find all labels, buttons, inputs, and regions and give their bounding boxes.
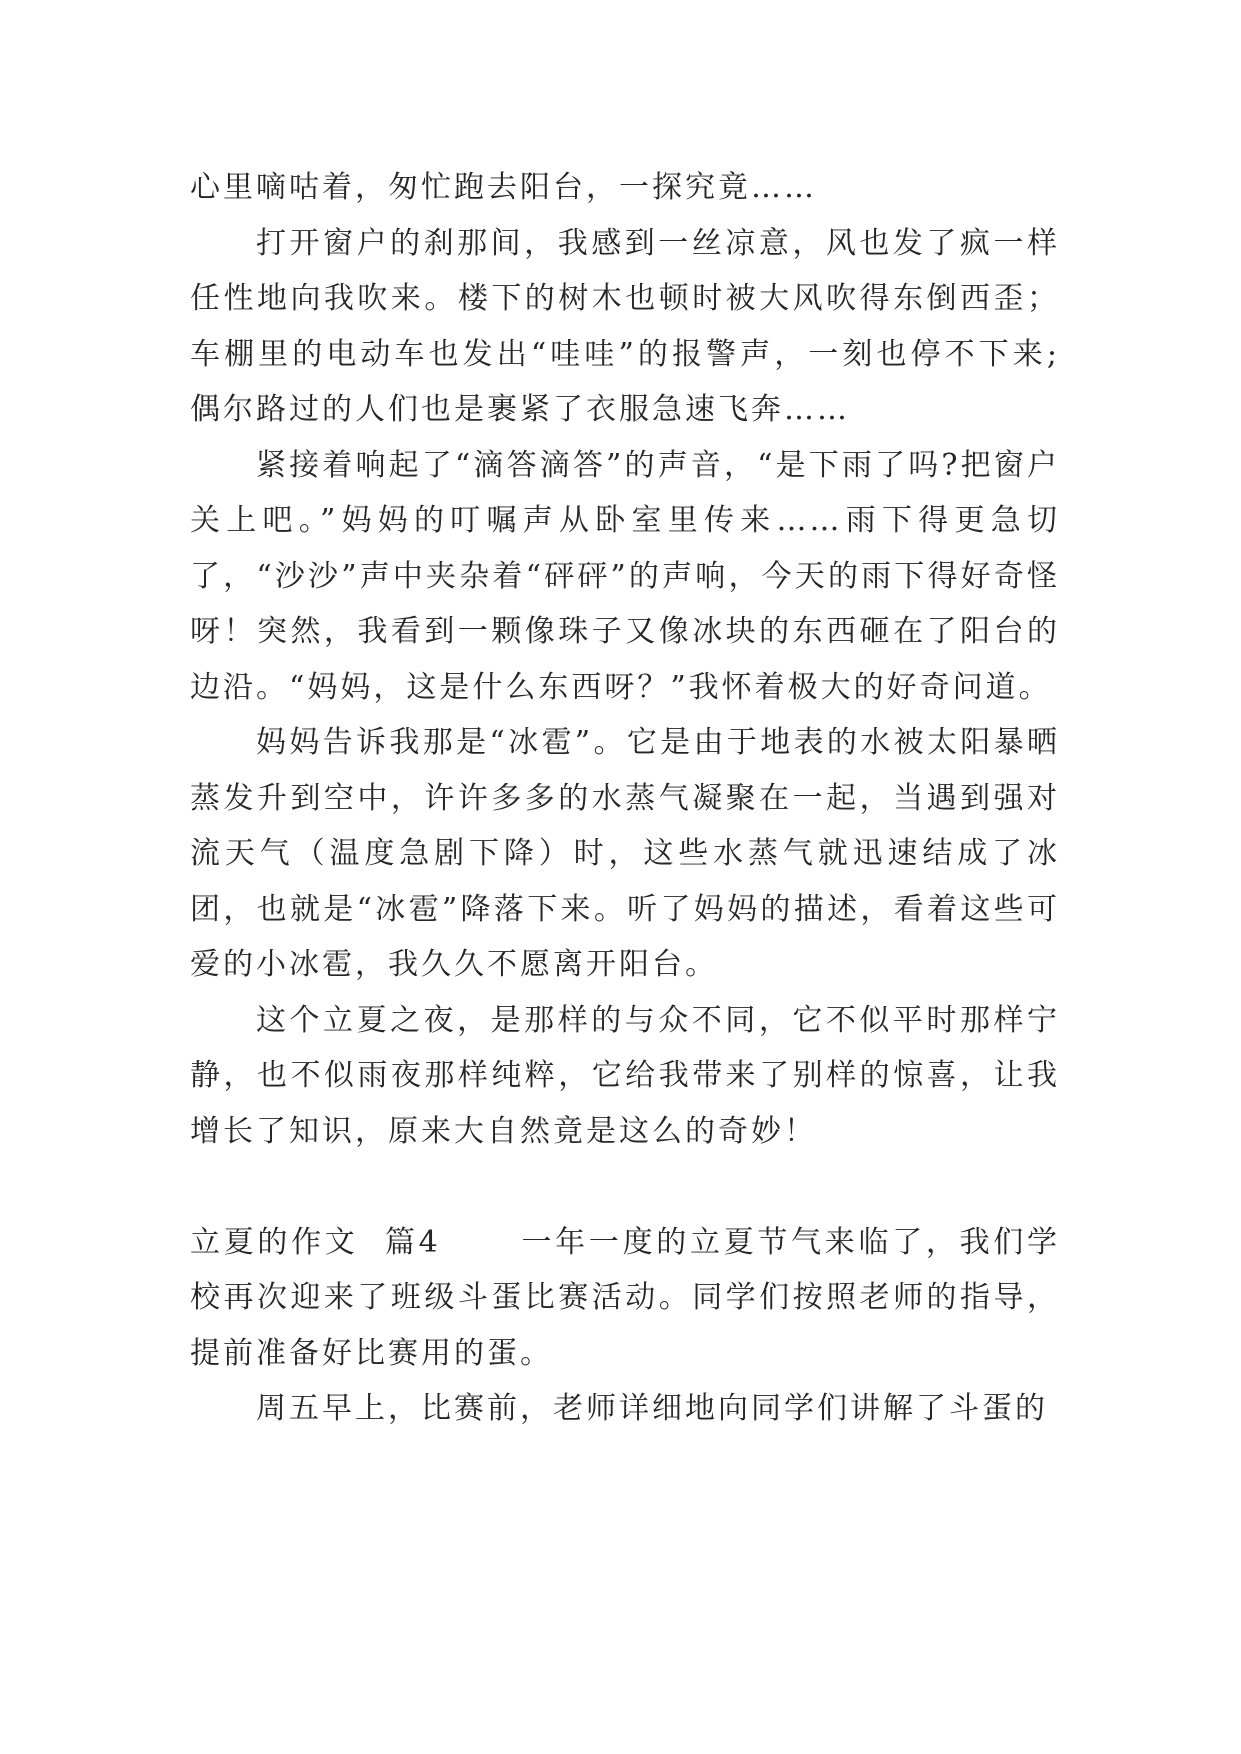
section-gap	[190, 1159, 1060, 1215]
paragraph-rain: 紧接着响起了“滴答滴答”的声音，“是下雨了吗?把窗户关上吧。”妈妈的叮嘱声从卧室里传来……雨下得更急切了，“沙沙”声中夹杂着“砰砰”的声响，今天的雨下得好奇怪呀！突然，我看到一颗像珠子又像冰块的东西砸在了阳台的边沿。“妈妈，这是什么东西呀？”我怀着极大的好奇问道。	[190, 447, 1060, 705]
paragraph-conclusion: 这个立夏之夜，是那样的与众不同，它不似平时那样宁静，也不似雨夜那样纯粹，它给我带来了别样的惊喜，让我增长了知识，原来大自然竟是这么的奇妙！	[190, 1002, 1060, 1149]
paragraph-window: 打开窗户的刹那间，我感到一丝凉意，风也发了疯一样任性地向我吹来。楼下的树木也顿时被大风吹得东倒西歪；车棚里的电动车也发出“哇哇”的报警声，一刻也停不下来;偶尔路过的人们也是裹紧了衣服急速飞奔……	[190, 225, 1060, 427]
section-first-paragraph: 一年一度的立夏节气来临了，我们学校再次迎来了班级斗蛋比赛活动。同学们按照老师的指导，提前准备好比赛用的蛋。	[190, 1224, 1060, 1371]
paragraph-hail: 妈妈告诉我那是“冰雹”。它是由于地表的水被太阳暴晒蒸发升到空中，许许多多的水蒸气凝聚在一起，当遇到强对流天气（温度急剧下降）时，这些水蒸气就迅速结成了冰团，也就是“冰雹”降落下来。听了妈妈的描述，看着这些可爱的小冰雹，我久久不愿离开阳台。	[190, 725, 1060, 982]
paragraph-continued: 心里嘀咕着，匆忙跑去阳台，一探究竟……	[190, 170, 817, 205]
section-heading: 立夏的作文 篇4	[190, 1224, 441, 1260]
section-second-paragraph: 周五早上，比赛前，老师详细地向同学们讲解了斗蛋的	[256, 1391, 1048, 1426]
article-body	[190, 160, 1060, 1437]
section-4-opening	[190, 1215, 1060, 1382]
